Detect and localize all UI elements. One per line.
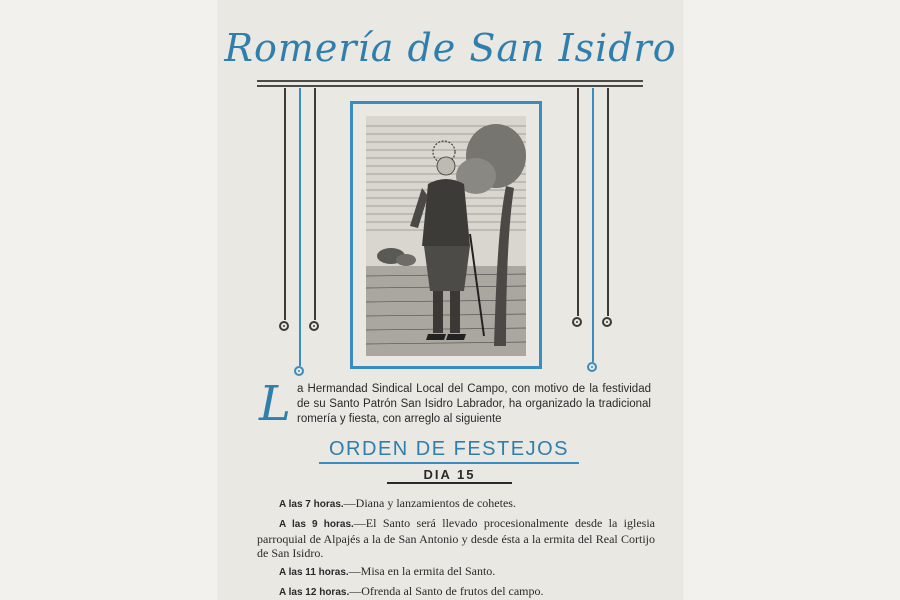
- schedule-time: A las 11 horas.: [279, 567, 349, 578]
- schedule-time: A las 12 horas.: [279, 587, 350, 598]
- schedule-list: [257, 496, 655, 600]
- left-ornament-knob: [279, 321, 289, 331]
- schedule-item: [257, 584, 655, 600]
- left-ornament-bar: [299, 88, 301, 366]
- right-ornament-knob: [602, 317, 612, 327]
- right-ornament-bar: [577, 88, 579, 316]
- day-heading: DIA 15: [387, 467, 512, 484]
- right-ornament-bar: [607, 88, 609, 316]
- schedule-time: A las 7 horas.: [279, 499, 344, 510]
- title-rule-bottom: [257, 85, 643, 87]
- right-ornament-knob: [572, 317, 582, 327]
- schedule-item: [257, 496, 655, 512]
- right-ornament-knob: [587, 362, 597, 372]
- schedule-item: [257, 564, 655, 580]
- left-ornament-knob: [309, 321, 319, 331]
- schedule-text: —Ofrenda al Santo de frutos del campo.: [349, 584, 544, 598]
- left-ornament-bar: [284, 88, 286, 320]
- right-ornament-bar: [592, 88, 594, 362]
- schedule-text: —Misa en la ermita del Santo.: [348, 564, 496, 578]
- schedule-text: —Diana y lanzamientos de cohetes.: [343, 496, 516, 510]
- schedule-time: A las 9 horas.: [279, 519, 354, 530]
- saint-isidro-engraving-icon: [366, 116, 526, 356]
- program-heading: ORDEN DE FESTEJOS: [319, 438, 579, 464]
- left-ornament-bar: [314, 88, 316, 320]
- title-rule-top: [257, 80, 643, 82]
- poster-sheet: [219, 0, 682, 600]
- intro-paragraph: [259, 376, 651, 432]
- schedule-text: —El Santo será llevado procesionalmente desde la iglesia parroquial de Alpajés a la de San Antonio y desde ésta a la ermita del Real Cortijo de San Isidro.: [257, 516, 655, 560]
- left-ornament-knob: [294, 366, 304, 376]
- schedule-item: [257, 516, 655, 560]
- poster-title: Romería de San Isidro: [224, 26, 677, 70]
- intro-text: a Hermandad Sindical Local del Campo, con motivo de la festividad de su Santo Patrón San Isidro Labrador, ha organizado la tradicional romería y fiesta, con arreglo al siguiente: [297, 383, 651, 425]
- drop-cap: L: [259, 376, 291, 432]
